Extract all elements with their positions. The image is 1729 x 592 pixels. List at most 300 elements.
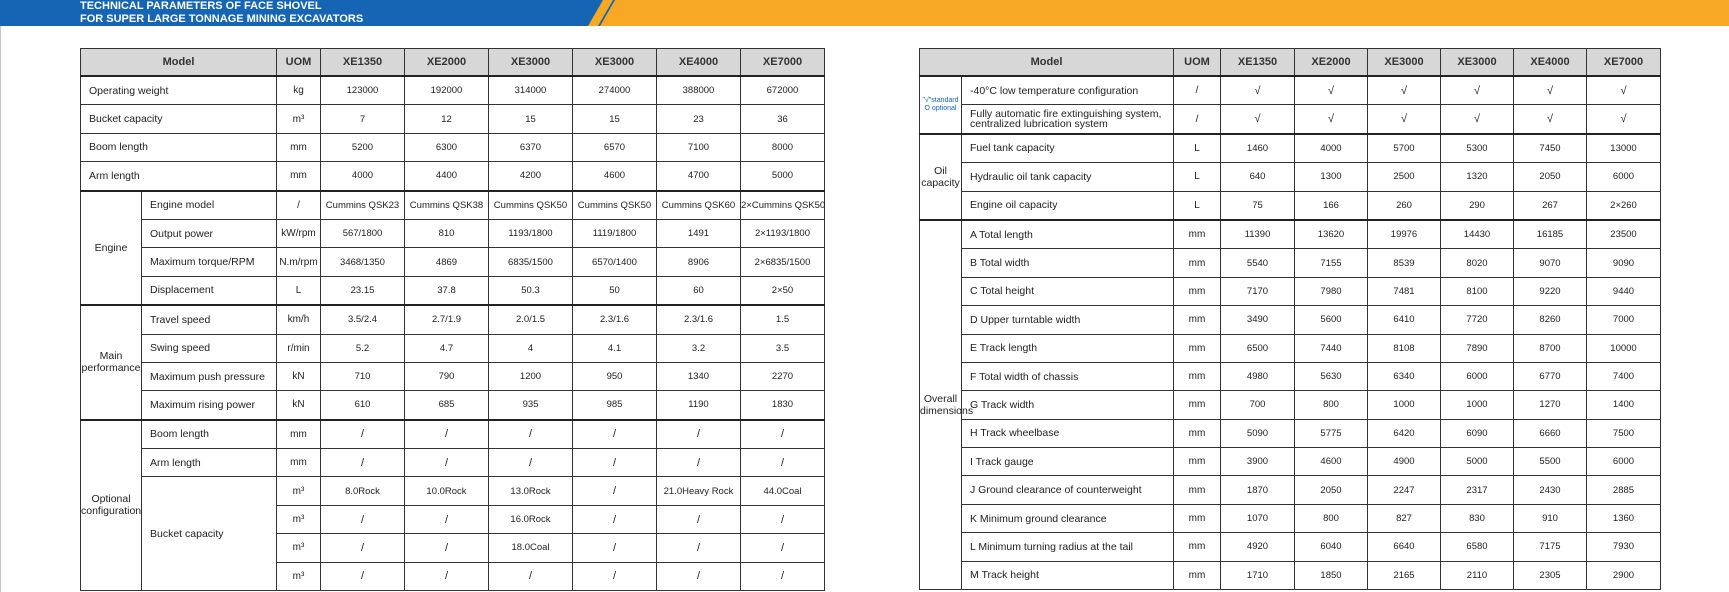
row-item-label: Fuel tank capacity [962,134,1174,163]
cell-value: 2270 [741,362,825,390]
cell-value: 11390 [1221,220,1295,249]
model-column-header: XE3000 [489,49,573,77]
cell-value: 6090 [1441,419,1514,447]
row-item-label: J Ground clearance of counterweight [962,476,1174,504]
cell-value: / [405,420,489,449]
cell-value: 23.15 [321,276,405,305]
cell-value: Cummins QSK23 [321,191,405,220]
cell-value: 2×6835/1500 [741,248,825,276]
cell-value: 6340 [1368,362,1441,390]
table-row [920,220,1661,249]
model-column-header: XE3000 [1441,49,1514,77]
cell-value: 8100 [1441,277,1514,305]
cell-value: / [657,505,741,533]
row-uom: kg [277,76,321,105]
cell-value: / [657,534,741,562]
table-row [81,219,825,247]
cell-value: 37.8 [405,276,489,305]
row-uom: mm [1174,334,1221,362]
row-item-label: B Total width [962,249,1174,277]
cell-value: 7890 [1441,334,1514,362]
table-row [81,76,825,105]
group-label-main-performance: Main performance [81,305,142,420]
cell-value: 7930 [1587,533,1661,561]
cell-value: 6420 [1368,419,1441,447]
cell-value: 6000 [1587,448,1661,476]
row-item-label: E Track length [962,334,1174,362]
row-item-label: Engine oil capacity [962,191,1174,220]
group-label-optional-configuration: Optional configuration [81,420,142,591]
cell-value: 2×Cummins QSK50 [741,191,825,220]
cell-value: 19976 [1368,220,1441,249]
cell-value: / [573,505,657,533]
cell-value: Cummins QSK50 [573,191,657,220]
cell-value: 6640 [1368,533,1441,561]
row-uom: m³ [277,534,321,562]
cell-value: 640 [1221,163,1295,191]
cell-value: 5540 [1221,249,1295,277]
row-item-label: Arm length [142,449,277,477]
cell-value: 44.0Coal [741,477,825,505]
cell-value: 5200 [321,133,405,161]
cell-value: / [489,420,573,449]
cell-value: 10.0Rock [405,477,489,505]
table-row [920,476,1661,504]
row-uom: L [1174,191,1221,220]
cell-value: 1340 [657,362,741,390]
cell-value: 4700 [657,162,741,191]
cell-value: / [405,505,489,533]
cell-value: 4200 [489,162,573,191]
cell-value: 6410 [1368,306,1441,334]
cell-value: 8539 [1368,249,1441,277]
cell-value: 5300 [1441,134,1514,163]
cell-value: 790 [405,362,489,390]
cell-value: 1.5 [741,305,825,334]
banner-orange-band [640,0,1729,26]
cell-value: 2247 [1368,476,1441,504]
cell-value: 60 [657,276,741,305]
cell-value: 6000 [1441,362,1514,390]
cell-value: 7720 [1441,306,1514,334]
cell-value: 7481 [1368,277,1441,305]
cell-value: 2885 [1587,476,1661,504]
cell-value: 610 [321,391,405,420]
group-label-overall-dimensions: Overall dimensions [920,220,962,590]
cell-value: 8.0Rock [321,477,405,505]
cell-value: 710 [321,362,405,390]
table-row [81,391,825,420]
table-row [920,163,1661,191]
cell-value: 1460 [1221,134,1295,163]
model-header: Model [920,49,1174,77]
cell-value: 5000 [1441,448,1514,476]
cell-value: 7155 [1295,249,1368,277]
cell-value: / [489,449,573,477]
cell-value: 14430 [1441,220,1514,249]
cell-value: 1200 [489,362,573,390]
table-row [920,277,1661,305]
cell-value: 3468/1350 [321,248,405,276]
row-uom: mm [1174,504,1221,532]
row-uom: mm [1174,362,1221,390]
row-uom: mm [1174,391,1221,419]
row-uom: mm [1174,448,1221,476]
cell-value: 2050 [1295,476,1368,504]
cell-value: 4.7 [405,334,489,362]
cell-value: 388000 [657,76,741,105]
cell-value: 4.1 [573,334,657,362]
cell-value: 3900 [1221,448,1295,476]
cell-value: 2430 [1514,476,1587,504]
row-uom: m³ [277,477,321,505]
cell-value: 9070 [1514,249,1587,277]
model-column-header: XE2000 [405,49,489,77]
cell-value: 827 [1368,504,1441,532]
table-row [81,133,825,161]
cell-value: 2.7/1.9 [405,305,489,334]
cell-value: 13000 [1587,134,1661,163]
cell-value: 267 [1514,191,1587,220]
check-mark: √ [1295,105,1368,134]
cell-value: 6570 [573,133,657,161]
cell-value: 3.5/2.4 [321,305,405,334]
row-item-label: Swing speed [142,334,277,362]
table-row [920,504,1661,532]
cell-value: Cummins QSK38 [405,191,489,220]
table-row [81,449,825,477]
row-uom: r/min [277,334,321,362]
cell-value: 13.0Rock [489,477,573,505]
cell-value: 4600 [573,162,657,191]
cell-value: / [321,534,405,562]
cell-value: 8260 [1514,306,1587,334]
row-item-label: H Track wheelbase [962,419,1174,447]
cell-value: 1119/1800 [573,219,657,247]
row-item-label: Operating weight [81,76,277,105]
cell-value: 5000 [741,162,825,191]
cell-value: 260 [1368,191,1441,220]
cell-value: 4 [489,334,573,362]
row-item-label: Maximum rising power [142,391,277,420]
check-mark: √ [1514,76,1587,105]
cell-value: 1270 [1514,391,1587,419]
row-item-label: A Total length [962,220,1174,249]
cell-value: 672000 [741,76,825,105]
cell-value: 950 [573,362,657,390]
cell-value: 7450 [1514,134,1587,163]
row-item-label: Bucket capacity [142,477,277,591]
cell-value: 192000 [405,76,489,105]
cell-value: 2305 [1514,561,1587,589]
row-item-label: Engine model [142,191,277,220]
row-item-label: Bucket capacity [81,105,277,133]
cell-value: / [741,562,825,590]
row-item-label: I Track gauge [962,448,1174,476]
cell-value: / [741,420,825,449]
cell-value: 985 [573,391,657,420]
cell-value: 1190 [657,391,741,420]
cell-value: 5090 [1221,419,1295,447]
cell-value: 16185 [1514,220,1587,249]
model-column-header: XE7000 [741,49,825,77]
row-item-label: Displacement [142,276,277,305]
cell-value: 2165 [1368,561,1441,589]
cell-value: 5630 [1295,362,1368,390]
cell-value: 1870 [1221,476,1295,504]
model-column-header: XE4000 [1514,49,1587,77]
table-row [920,134,1661,163]
row-uom: kN [277,362,321,390]
row-uom: mm [1174,306,1221,334]
cell-value: / [741,449,825,477]
table-row [920,105,1661,134]
row-item-label: F Total width of chassis [962,362,1174,390]
table-row [81,162,825,191]
row-item-label: Arm length [81,162,277,191]
row-item-label: K Minimum ground clearance [962,504,1174,532]
table-row [920,419,1661,447]
row-uom: mm [277,133,321,161]
table-row [920,533,1661,561]
cell-value: 75 [1221,191,1295,220]
cell-value: 5700 [1368,134,1441,163]
cell-value: 8020 [1441,249,1514,277]
cell-value: / [657,562,741,590]
check-mark: √ [1441,76,1514,105]
cell-value: 5600 [1295,306,1368,334]
check-mark: √ [1295,76,1368,105]
cell-value: 7100 [657,133,741,161]
cell-value: 290 [1441,191,1514,220]
cell-value: 5775 [1295,419,1368,447]
cell-value: 6580 [1441,533,1514,561]
cell-value: 2317 [1441,476,1514,504]
cell-value: 1491 [657,219,741,247]
right-spec-table [919,48,1661,590]
cell-value: 8000 [741,133,825,161]
row-item-label: Travel speed [142,305,277,334]
cell-value: 4000 [321,162,405,191]
row-item-label: D Upper turntable width [962,306,1174,334]
cell-value: Cummins QSK60 [657,191,741,220]
row-uom: mm [277,162,321,191]
cell-value: / [405,562,489,590]
row-uom: mm [277,449,321,477]
cell-value: 21.0Heavy Rock [657,477,741,505]
cell-value: 13620 [1295,220,1368,249]
row-uom: / [1174,76,1221,105]
cell-value: 3490 [1221,306,1295,334]
cell-value: / [321,449,405,477]
cell-value: 3.2 [657,334,741,362]
row-uom: L [277,276,321,305]
cell-value: 2.3/1.6 [573,305,657,334]
model-column-header: XE1350 [321,49,405,77]
cell-value: 15 [573,105,657,133]
cell-value: 7980 [1295,277,1368,305]
cell-value: 2050 [1514,163,1587,191]
row-uom: mm [1174,533,1221,561]
cell-value: 7500 [1587,419,1661,447]
cell-value: / [657,449,741,477]
cell-value: 1000 [1368,391,1441,419]
row-item-label: M Track height [962,561,1174,589]
cell-value: 6500 [1221,334,1295,362]
cell-value: 2500 [1368,163,1441,191]
check-mark: √ [1368,105,1441,134]
cell-value: 800 [1295,391,1368,419]
table-row [81,105,825,133]
cell-value: / [489,562,573,590]
row-item-label: Output power [142,219,277,247]
table-row [920,191,1661,220]
check-mark: √ [1221,105,1295,134]
model-column-header: XE3000 [1368,49,1441,77]
cell-value: 10000 [1587,334,1661,362]
check-mark: √ [1221,76,1295,105]
row-item-label: -40°C low temperature configuration [962,76,1174,105]
cell-value: / [657,420,741,449]
check-mark: √ [1587,76,1661,105]
row-uom: kN [277,391,321,420]
cell-value: 5500 [1514,448,1587,476]
table-row [81,191,825,220]
model-column-header: XE2000 [1295,49,1368,77]
cell-value: 4600 [1295,448,1368,476]
cell-value: 1360 [1587,504,1661,532]
cell-value: 1320 [1441,163,1514,191]
row-uom: L [1174,134,1221,163]
table-row [81,420,825,449]
row-uom: kW/rpm [277,219,321,247]
row-item-label: Maximum torque/RPM [142,248,277,276]
cell-value: 8108 [1368,334,1441,362]
check-mark: √ [1587,105,1661,134]
page-title-line1: TECHNICAL PARAMETERS OF FACE SHOVEL [80,0,322,12]
cell-value: 7 [321,105,405,133]
row-item-label: C Total height [962,277,1174,305]
cell-value: 50.3 [489,276,573,305]
row-uom: m³ [277,562,321,590]
check-mark: √ [1514,105,1587,134]
cell-value: 23500 [1587,220,1661,249]
cell-value: 2.0/1.5 [489,305,573,334]
cell-value: / [321,562,405,590]
cell-value: 4000 [1295,134,1368,163]
row-uom: mm [1174,220,1221,249]
cell-value: / [405,534,489,562]
cell-value: 8906 [657,248,741,276]
row-item-label: G Track width [962,391,1174,419]
cell-value: 1830 [741,391,825,420]
cell-value: / [405,449,489,477]
table-row [920,362,1661,390]
table-row [81,305,825,334]
cell-value: 6300 [405,133,489,161]
cell-value: 2900 [1587,561,1661,589]
table-row [920,334,1661,362]
cell-value: 7400 [1587,362,1661,390]
row-uom: / [1174,105,1221,134]
model-header: Model [81,49,277,77]
cell-value: 4920 [1221,533,1295,561]
cell-value: 4869 [405,248,489,276]
cell-value: / [573,420,657,449]
page-title [80,0,363,26]
cell-value: 567/1800 [321,219,405,247]
row-item-label: L Minimum turning radius at the tail [962,533,1174,561]
header-banner [0,0,1729,26]
cell-value: 1400 [1587,391,1661,419]
row-item-label: Boom length [142,420,277,449]
row-item-label: Hydraulic oil tank capacity [962,163,1174,191]
uom-header: UOM [1174,49,1221,77]
row-item-label: Maximum push pressure [142,362,277,390]
left-spec-table [80,48,825,591]
cell-value: 6000 [1587,163,1661,191]
cell-value: 700 [1221,391,1295,419]
cell-value: 12 [405,105,489,133]
cell-value: 2×260 [1587,191,1661,220]
table-row [920,448,1661,476]
cell-value: 16.0Rock [489,505,573,533]
standard-optional-legend: "√"standard O optional [920,76,962,134]
row-uom: mm [1174,277,1221,305]
cell-value: 6040 [1295,533,1368,561]
row-uom: km/h [277,305,321,334]
cell-value: 36 [741,105,825,133]
cell-value: / [573,534,657,562]
model-column-header: XE1350 [1221,49,1295,77]
model-column-header: XE4000 [657,49,741,77]
table-row [81,248,825,276]
row-uom: L [1174,163,1221,191]
cell-value: / [573,562,657,590]
table-row [920,249,1661,277]
cell-value: 50 [573,276,657,305]
row-uom: / [277,191,321,220]
cell-value: 8700 [1514,334,1587,362]
model-column-header: XE3000 [573,49,657,77]
check-mark: √ [1368,76,1441,105]
cell-value: 935 [489,391,573,420]
cell-value: 4400 [405,162,489,191]
cell-value: 274000 [573,76,657,105]
cell-value: 314000 [489,76,573,105]
cell-value: 15 [489,105,573,133]
cell-value: 810 [405,219,489,247]
uom-header: UOM [277,49,321,77]
cell-value: 6570/1400 [573,248,657,276]
cell-value: / [321,505,405,533]
cell-value: 9090 [1587,249,1661,277]
cell-value: 2110 [1441,561,1514,589]
table-row [920,306,1661,334]
cell-value: 2×1193/1800 [741,219,825,247]
cell-value: / [573,449,657,477]
cell-value: 9220 [1514,277,1587,305]
row-uom: mm [1174,561,1221,589]
row-item-label: Fully automatic fire extinguishing system, centralized lubrication system [962,105,1174,134]
table-header-row [81,49,825,77]
cell-value: / [321,420,405,449]
cell-value: 7000 [1587,306,1661,334]
check-mark: √ [1441,105,1514,134]
table-row [81,276,825,305]
row-uom: mm [1174,249,1221,277]
model-column-header: XE7000 [1587,49,1661,77]
